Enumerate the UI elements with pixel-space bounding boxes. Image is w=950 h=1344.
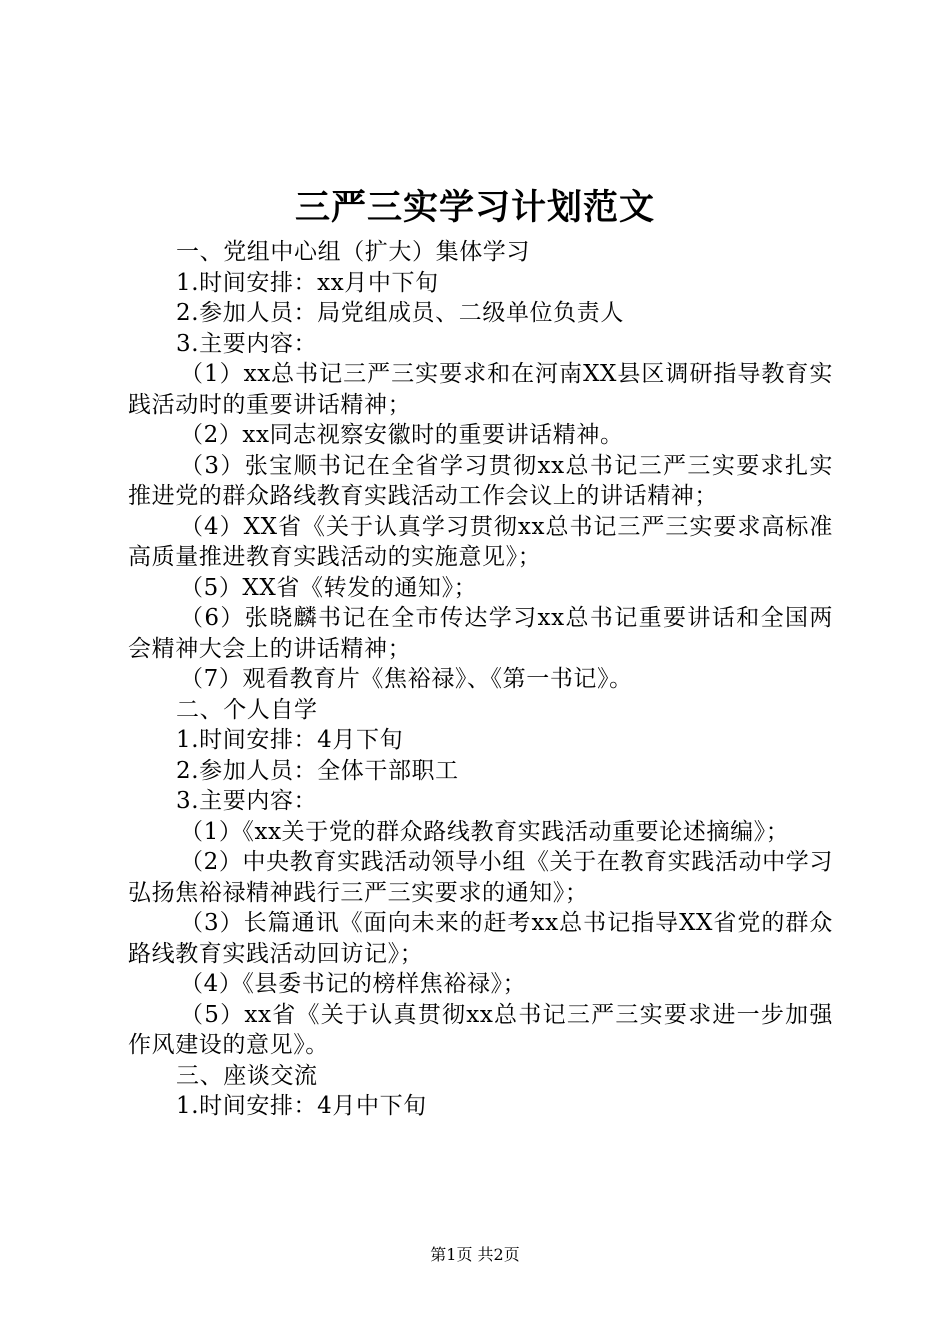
paragraph: （4）《县委书记的榜样焦裕禄》； [180,971,527,997]
paragraph: （4）XX省《关于认真学习贯彻xx总书记三严三实要求高标准高质量推进教育实践活动的实施意见》； [128,513,833,570]
paragraph: 一、党组中心组（扩大）集体学习 [176,239,530,265]
paragraph: （2）中央教育实践活动领导小组《关于在教育实践活动中学习弘扬焦裕禄精神践行三严三实要求的通知》； [128,849,833,906]
page-number-footer: 第1页 共2页 [430,1245,520,1264]
paragraph: （2）xx同志视察安徽时的重要讲话精神。 [180,422,624,448]
paragraph: （1）《xx关于党的群众路线教育实践活动重要论述摘编》； [180,818,790,845]
paragraph: 二、个人自学 [176,696,318,723]
paragraph: （3）长篇通讯《面向未来的赶考xx总书记指导XX省党的群众路线教育实践活动回访记》； [128,910,833,967]
document-title: 三严三实学习计划范文 [294,187,655,228]
document-body [128,237,833,1122]
paragraph: 1.时间安排：4月下旬 [176,727,404,753]
paragraph: 2.参加人员：局党组成员、二级单位负责人 [176,300,624,326]
paragraph: （7）观看教育片《焦裕禄》、《第一书记》。 [180,666,633,692]
paragraph: 3.主要内容： [176,788,318,814]
paragraph: 2.参加人员：全体干部职工 [176,757,459,784]
paragraph: 3.主要内容： [176,330,318,357]
paragraph: （5）XX省《转发的通知》； [180,574,478,601]
paragraph: 三、座谈交流 [176,1062,318,1089]
paragraph: （6）张晓麟书记在全市传达学习xx总书记重要讲话和全国两会精神大会上的讲话精神； [128,605,833,662]
paragraph: （3）张宝顺书记在全省学习贯彻xx总书记三严三实要求扎实推进党的群众路线教育实践活动工作会议上的讲话精神； [128,452,833,509]
paragraph: 1.时间安排：4月中下旬 [176,1093,427,1119]
paragraph: 1.时间安排：xx月中下旬 [176,269,439,296]
paragraph: （5）xx省《关于认真贯彻xx总书记三严三实要求进一步加强作风建设的意见》。 [128,1001,833,1058]
paragraph: （1）xx总书记三严三实要求和在河南XX县区调研指导教育实践活动时的重要讲话精神； [128,361,833,418]
